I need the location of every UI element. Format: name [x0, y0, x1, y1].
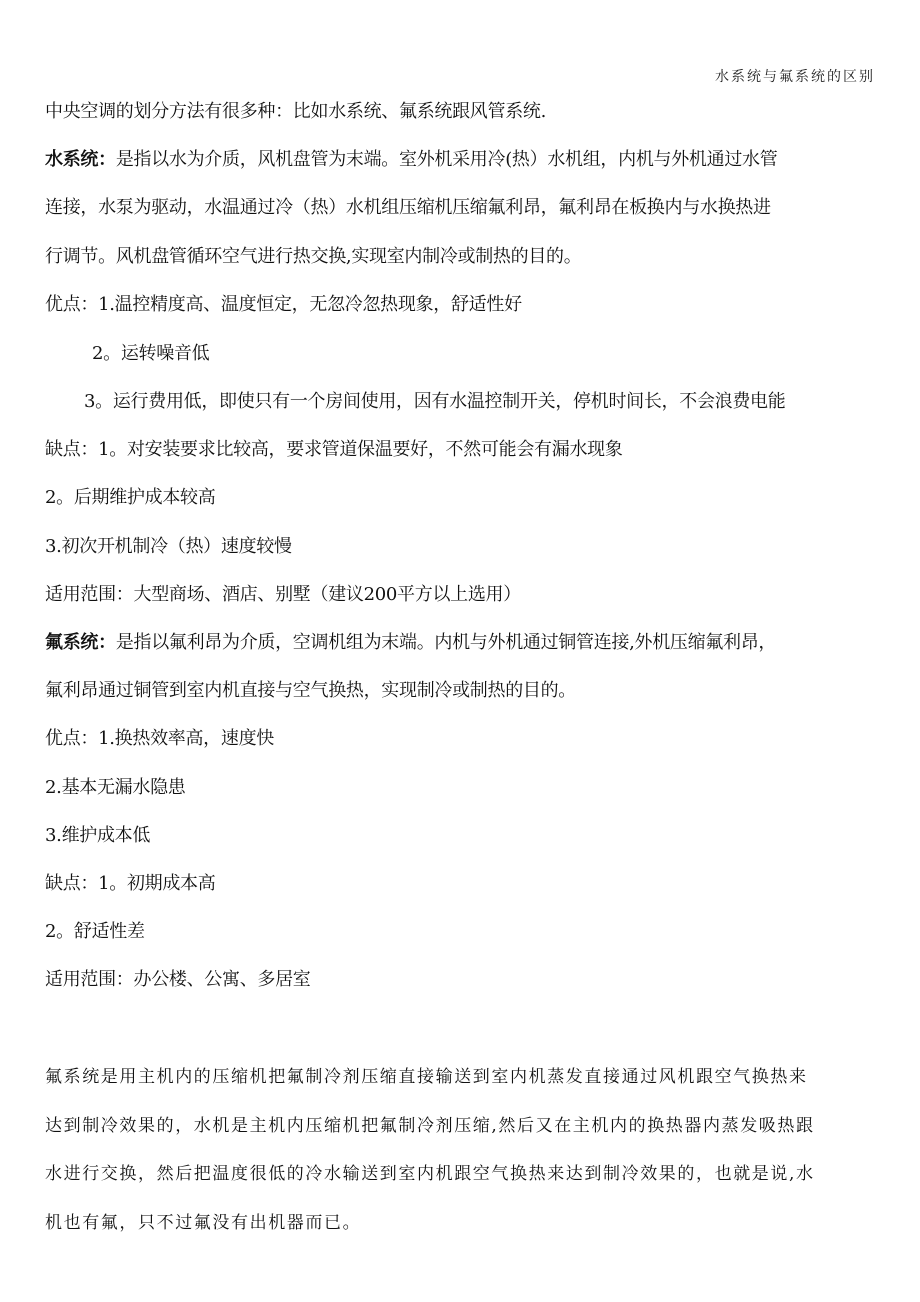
summary-line-1: 氟系统是用主机内的压缩机把氟制冷剂压缩直接输送到室内机蒸发直接通过风机跟空气换热来: [45, 1067, 808, 1087]
fluorine-cons-2: 2。舒适性差: [45, 921, 145, 942]
fluorine-system-desc-2: 氟利昂通过铜管到室内机直接与空气换热，实现制冷或制热的目的。: [45, 680, 576, 701]
water-cons-2: 2。后期维护成本较高: [45, 487, 216, 508]
fluorine-pros-2: 2.基本无漏水隐患: [45, 777, 186, 798]
water-scope: 适用范围：大型商场、酒店、别墅（建议200平方以上选用）: [45, 584, 521, 605]
summary-line-2: 达到制冷效果的，水机是主机内压缩机把氟制冷剂压缩,然后又在主机内的换热器内蒸发吸热跟: [45, 1116, 815, 1136]
fluorine-pros-3: 3.维护成本低: [45, 825, 151, 846]
water-system-desc-1: 水系统：是指以水为介质，风机盘管为末端。室外机采用冷(热）水机组，内机与外机通过水管: [45, 149, 778, 170]
water-cons-1: 缺点：1。对安装要求比较高，要求管道保温要好，不然可能会有漏水现象: [45, 439, 623, 460]
intro-paragraph: 中央空调的划分方法有很多种：比如水系统、氟系统跟风管系统.: [45, 101, 547, 122]
page-header-title: 水系统与氟系统的区别: [715, 69, 875, 85]
summary-line-4: 机也有氟，只不过氟没有出机器而已。: [45, 1213, 362, 1233]
fluorine-system-label: 氟系统：: [45, 632, 116, 653]
water-pros-1: 优点：1.温控精度高、温度恒定，无忽冷忽热现象，舒适性好: [45, 294, 522, 315]
water-system-desc-3: 行调节。风机盘管循环空气进行热交换,实现室内制冷或制热的目的。: [45, 246, 582, 267]
fluorine-scope: 适用范围：办公楼、公寓、多居室: [45, 969, 311, 990]
water-pros-2: 2。运转噪音低: [92, 343, 210, 364]
water-cons-3: 3.初次开机制冷（热）速度较慢: [45, 536, 292, 557]
water-system-label: 水系统：: [45, 149, 116, 170]
water-pros-3: 3。运行费用低，即使只有一个房间使用，因有水温控制开关，停机时间长，不会浪费电能: [84, 391, 786, 412]
summary-line-3: 水进行交换，然后把温度很低的冷水输送到室内机跟空气换热来达到制冷效果的，也就是说,水: [45, 1164, 815, 1184]
fluorine-system-desc-1: 氟系统：是指以氟利昂为介质，空调机组为末端。内机与外机通过铜管连接,外机压缩氟利昂，: [45, 632, 777, 653]
water-system-desc-2: 连接，水泵为驱动，水温通过冷（热）水机组压缩机压缩氟利昂，氟利昂在板换内与水换热进: [45, 197, 771, 218]
fluorine-cons-1: 缺点：1。初期成本高: [45, 873, 216, 894]
fluorine-pros-1: 优点：1.换热效率高，速度快: [45, 728, 274, 749]
